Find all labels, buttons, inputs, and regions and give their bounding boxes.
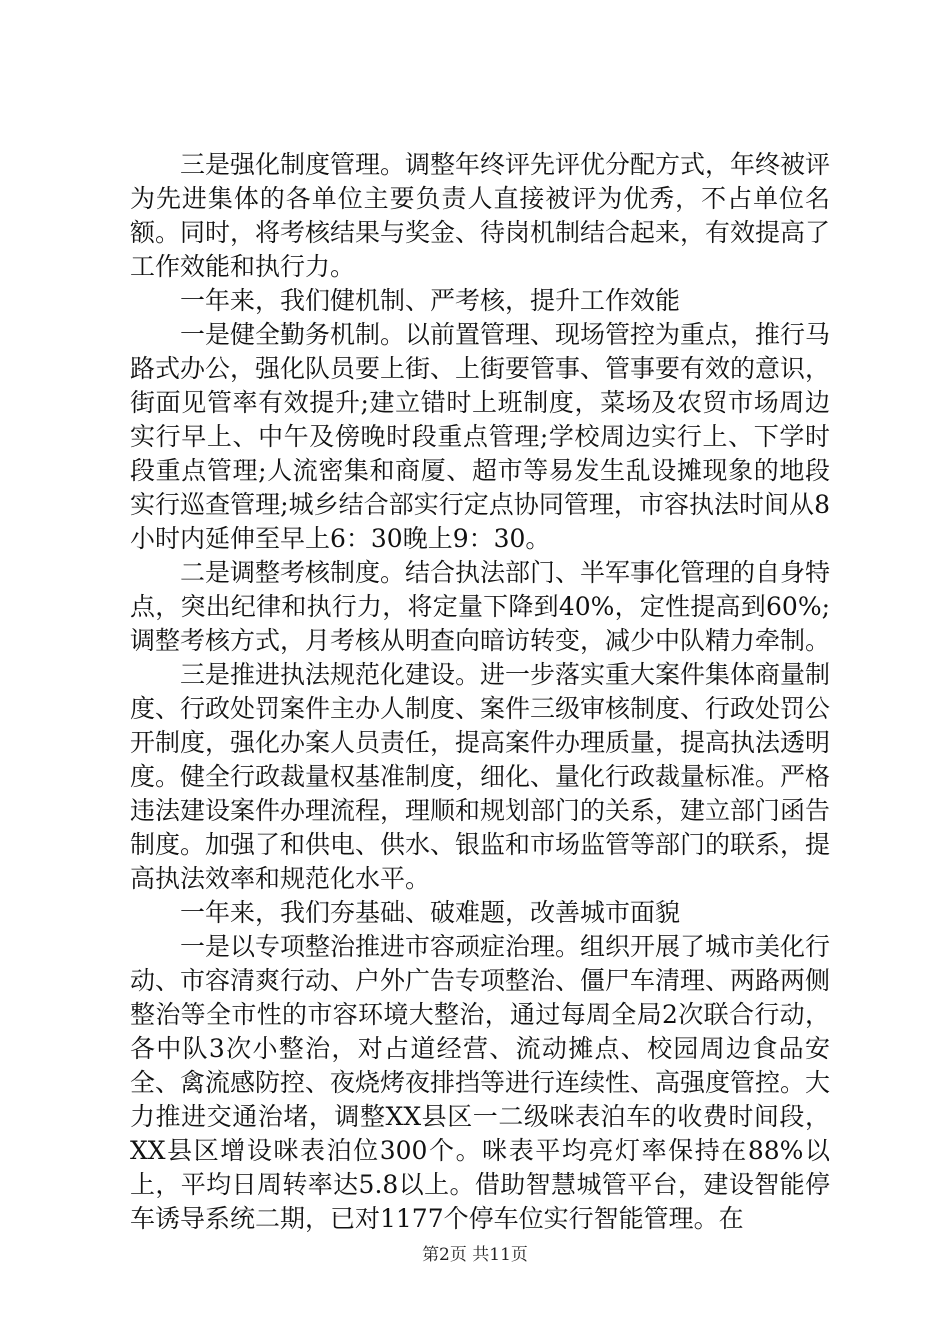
paragraph-2: 一是健全勤务机制。以前置管理、现场管控为重点，推行马路式办公，强化队员要上街、上街要管事、管事要有效的意识，街面见管率有效提升;建立错时上班制度，菜场及农贸市场周边实行早上、中午及傍晚时段重点管理;学校周边实行上、下学时段重点管理;人流密集和商厦、超市等易发生乱设摊现象的地段实行巡查管理;城乡结合部实行定点协同管理，市容执法时间从8小时内延伸至早上6：30晚上9：30。 bbox=[130, 320, 831, 553]
section-heading-1: 一年来，我们健机制、严考核，提升工作效能 bbox=[180, 286, 681, 315]
page-footer: 第2页 共11页 bbox=[422, 1245, 528, 1265]
paragraph-4: 三是推进执法规范化建设。进一步落实重大案件集体商量制度、行政处罚案件主办人制度、案件三级审核制度、行政处罚公开制度，强化办案人员责任，提高案件办理质量，提高执法透明度。健全行政裁量权基准制度，细化、量化行政裁量标准。严格违法建设案件办理流程，理顺和规划部门的关系，建立部门函告制度。加强了和供电、供水、银监和市场监管等部门的联系，提高执法效率和规范化水平。 bbox=[130, 660, 831, 893]
paragraph-3: 二是调整考核制度。结合执法部门、半军事化管理的自身特点，突出纪律和执行力，将定量下降到40%，定性提高到60%;调整考核方式，月考核从明查向暗访转变，减少中队精力牵制。 bbox=[130, 558, 831, 655]
paragraph-5: 一是以专项整治推进市容顽症治理。组织开展了城市美化行动、市容清爽行动、户外广告专项整治、僵尸车清理、两路两侧整治等全市性的市容环境大整治，通过每周全局2次联合行动，各中队3次小整治，对占道经营、流动摊点、校园周边食品安全、禽流感防控、夜烧烤夜排挡等进行连续性、高强度管控。大力推进交通治堵，调整XX县区一二级咪表泊车的收费时间段，XX县区增设咪表泊位300个。咪表平均亮灯率保持在88%以上，平均日周转率达5.8以上。借助智慧城管平台，建设智能停车诱导系统二期，已对1177个停车位实行智能管理。在 bbox=[130, 932, 831, 1233]
section-heading-2: 一年来，我们夯基础、破难题，改善城市面貌 bbox=[180, 898, 681, 927]
document-body bbox=[130, 148, 830, 1236]
paragraph-1: 三是强化制度管理。调整年终评先评优分配方式，年终被评为先进集体的各单位主要负责人直接被评为优秀，不占单位名额。同时，将考核结果与奖金、待岗机制结合起来，有效提高了工作效能和执行力。 bbox=[130, 150, 831, 281]
